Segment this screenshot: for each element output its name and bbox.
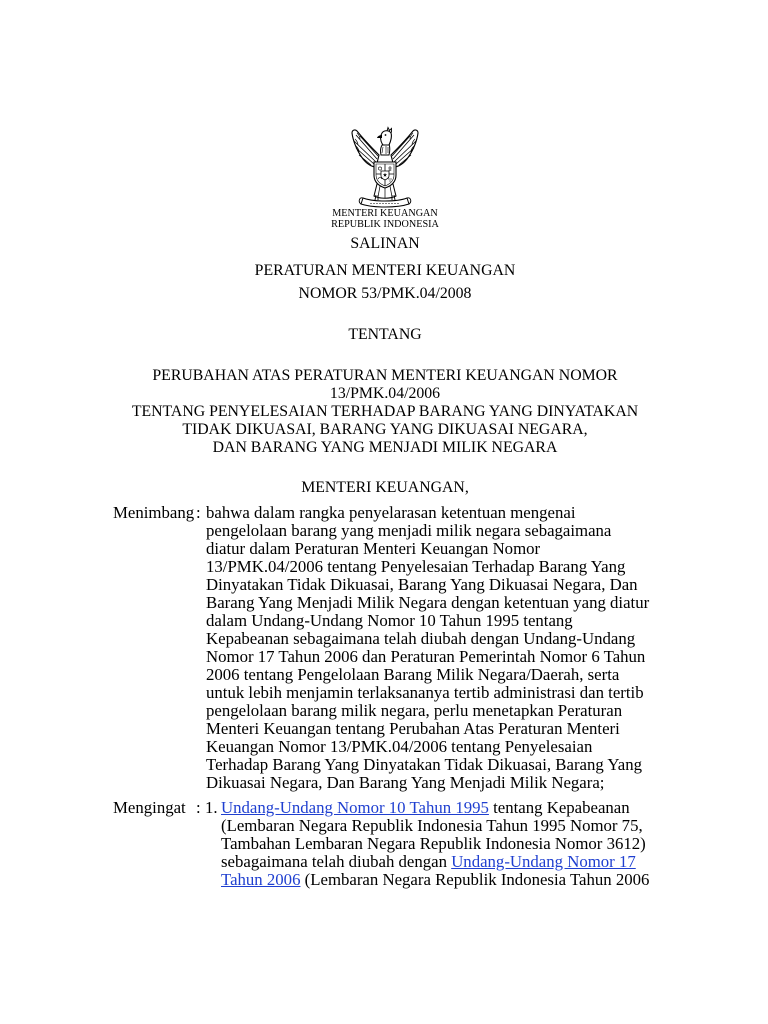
considering-line: Keuangan Nomor 13/PMK.04/2006 tentang Penyelesaian — [206, 737, 593, 756]
considering-label: Menimbang — [113, 503, 195, 522]
considering-line: Dinyatakan Tidak Dikuasai, Barang Yang Dikuasai Negara, Dan — [206, 575, 638, 594]
observing-text: tentang Kepabeanan — [488, 798, 630, 817]
about-label: TENTANG — [348, 326, 422, 343]
considering-line: Kepabeanan sebagaimana telah diubah dengan Undang-Undang — [206, 629, 636, 648]
regulation-title: PERATURAN MENTERI KEUANGAN — [254, 262, 516, 279]
considering-line: pengelolaan barang milik negara, perlu menetapkan Peraturan — [206, 701, 623, 720]
considering-line: dalam Undang-Undang Nomor 10 Tahun 1995 tentang — [206, 611, 573, 630]
considering-body — [206, 504, 649, 792]
observing-line — [221, 871, 649, 889]
observing-line — [221, 835, 649, 853]
subject-line: 13/PMK.04/2006 — [329, 385, 441, 402]
considering-line: 13/PMK.04/2006 tentang Penyelesaian Terhadap Barang Yang — [206, 557, 626, 576]
observing-line — [221, 799, 649, 817]
considering-line: untuk lebih menjamin terlaksananya tertib administrasi dan tertib — [206, 683, 644, 702]
subject-line: TENTANG PENYELESAIAN TERHADAP BARANG YANG DINYATAKAN — [131, 403, 639, 420]
observing-item-number: 1. — [205, 798, 218, 817]
emblem-scroll — [359, 198, 410, 207]
considering-line: Terhadap Barang Yang Dinyatakan Tidak Dikuasai, Barang Yang — [206, 755, 643, 774]
emblem-neck — [381, 144, 390, 155]
observing-label: Mengingat — [113, 798, 186, 817]
considering-line: Nomor 17 Tahun 2006 dan Peraturan Pemerintah Nomor 6 Tahun — [206, 647, 646, 666]
considering-line: diatur dalam Peraturan Menteri Keuangan Nomor — [206, 539, 541, 558]
considering-line: 2006 tentang Pengelolaan Barang Milik Negara/Daerah, serta — [206, 665, 620, 684]
observing-text: (Lembaran Negara Republik Indonesia Tahun 2006 — [300, 870, 650, 889]
subject-line: DAN BARANG YANG MENJADI MILIK NEGARA — [212, 439, 558, 456]
considering-line: Barang Yang Menjadi Milik Negara dengan ketentuan yang diatur — [206, 593, 650, 612]
subject-line: TIDAK DIKUASAI, BARANG YANG DIKUASAI NEGARA, — [182, 421, 588, 438]
considering-line: Menteri Keuangan tentang Perubahan Atas Peraturan Menteri — [206, 719, 620, 738]
emblem-shield — [374, 162, 396, 188]
subject-line: PERUBAHAN ATAS PERATURAN MENTERI KEUANGAN NOMOR — [152, 367, 618, 384]
issuer-heading: MENTERI KEUANGAN, — [301, 479, 469, 496]
letterhead-country: REPUBLIK INDONESIA — [331, 219, 439, 230]
link-uu-17-tahun-2006[interactable]: Undang-Undang Nomor 17 — [451, 852, 636, 871]
emblem-head — [377, 128, 392, 146]
observing-text: sebagaimana telah diubah dengan — [221, 852, 452, 871]
observing-line — [221, 853, 649, 871]
regulation-number: NOMOR 53/PMK.04/2008 — [298, 285, 472, 302]
letterhead-ministry: MENTERI KEUANGAN — [332, 208, 438, 219]
observing-text: Tambahan Lembaran Negara Republik Indonesia Nomor 3612) — [221, 834, 646, 853]
observing-text: (Lembaran Negara Republik Indonesia Tahun 1995 Nomor 75, — [221, 816, 643, 835]
emblem-left-wing — [352, 130, 379, 167]
considering-colon: : — [196, 503, 201, 522]
observing-item-body — [221, 799, 649, 889]
considering-line: bahwa dalam rangka penyelarasan ketentuan mengenai — [206, 503, 576, 522]
observing-line — [221, 817, 649, 835]
link-uu-10-tahun-1995[interactable]: Undang-Undang Nomor 10 Tahun 1995 — [221, 798, 489, 817]
considering-line: pengelolaan barang yang menjadi milik negara sebagaimana — [206, 521, 612, 540]
emblem-right-wing — [391, 130, 418, 167]
link-uu-17-tahun-2006-continued[interactable]: Tahun 2006 — [221, 870, 301, 889]
considering-line: Dikuasai Negara, Dan Barang Yang Menjadi Milik Negara; — [206, 773, 605, 792]
subject-block — [2, 367, 768, 457]
observing-colon: : — [196, 798, 201, 817]
copy-label: SALINAN — [350, 235, 420, 252]
garuda-emblem-icon — [343, 126, 427, 208]
